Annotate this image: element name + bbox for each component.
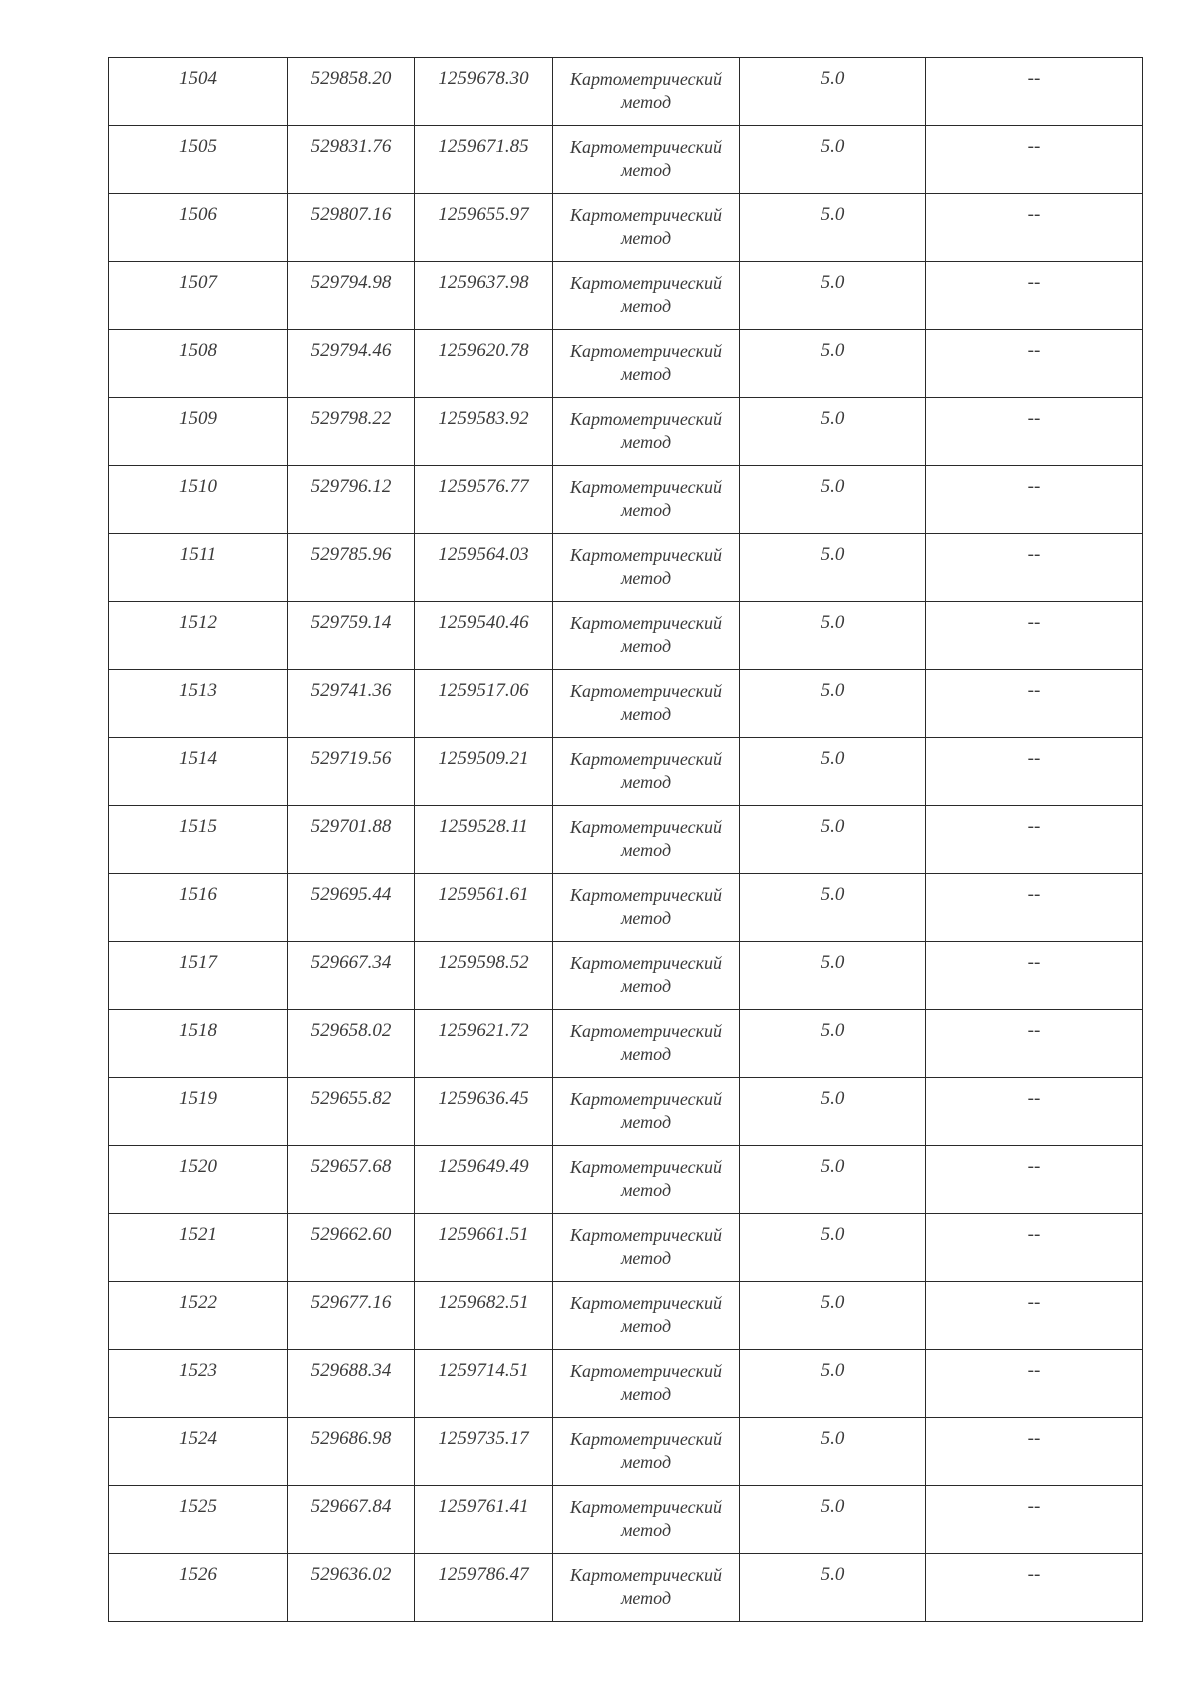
method-line-2: метод: [620, 432, 672, 452]
point-number-cell: 1525: [109, 1486, 288, 1554]
table-row: [109, 874, 1143, 942]
point-number-cell: 1518: [109, 1010, 288, 1078]
point-number-cell: 1513: [109, 670, 288, 738]
method-line-1: Картометрический: [569, 69, 722, 89]
table-row: [109, 1078, 1143, 1146]
accuracy-cell: 5.0: [740, 806, 926, 874]
x-coordinate-cell: 529831.76: [288, 126, 415, 194]
method-line-2: метод: [620, 840, 672, 860]
table-row: [109, 534, 1143, 602]
x-coordinate-cell: 529667.84: [288, 1486, 415, 1554]
method-line-1: Картометрический: [569, 1157, 722, 1177]
method-cell: [553, 466, 740, 534]
accuracy-cell: 5.0: [740, 1282, 926, 1350]
y-coordinate-cell: 1259517.06: [415, 670, 553, 738]
point-number-cell: 1516: [109, 874, 288, 942]
method-cell: [553, 262, 740, 330]
point-number-cell: 1515: [109, 806, 288, 874]
method-line-1: Картометрический: [569, 545, 722, 565]
x-coordinate-cell: 529655.82: [288, 1078, 415, 1146]
table-row: [109, 262, 1143, 330]
table-row: [109, 58, 1143, 126]
note-cell: --: [926, 1078, 1143, 1146]
accuracy-cell: 5.0: [740, 58, 926, 126]
method-cell: [553, 602, 740, 670]
note-cell: --: [926, 194, 1143, 262]
y-coordinate-cell: 1259598.52: [415, 942, 553, 1010]
accuracy-cell: 5.0: [740, 330, 926, 398]
method-line-2: метод: [620, 1316, 672, 1336]
method-cell: [553, 58, 740, 126]
accuracy-cell: 5.0: [740, 398, 926, 466]
note-cell: --: [926, 534, 1143, 602]
point-number-cell: 1520: [109, 1146, 288, 1214]
method-cell: [553, 1282, 740, 1350]
point-number-cell: 1519: [109, 1078, 288, 1146]
note-cell: --: [926, 398, 1143, 466]
table-row: [109, 1214, 1143, 1282]
method-cell: [553, 398, 740, 466]
note-cell: --: [926, 126, 1143, 194]
point-number-cell: 1506: [109, 194, 288, 262]
point-number-cell: 1517: [109, 942, 288, 1010]
accuracy-cell: 5.0: [740, 1010, 926, 1078]
y-coordinate-cell: 1259678.30: [415, 58, 553, 126]
coordinates-table-body: [109, 58, 1143, 1622]
point-number-cell: 1505: [109, 126, 288, 194]
point-number-cell: 1514: [109, 738, 288, 806]
method-cell: [553, 1486, 740, 1554]
note-cell: --: [926, 1282, 1143, 1350]
method-line-2: метод: [620, 228, 672, 248]
y-coordinate-cell: 1259714.51: [415, 1350, 553, 1418]
table-row: [109, 670, 1143, 738]
accuracy-cell: 5.0: [740, 1078, 926, 1146]
method-cell: [553, 738, 740, 806]
point-number-cell: 1509: [109, 398, 288, 466]
x-coordinate-cell: 529667.34: [288, 942, 415, 1010]
y-coordinate-cell: 1259649.49: [415, 1146, 553, 1214]
method-cell: [553, 1350, 740, 1418]
point-number-cell: 1507: [109, 262, 288, 330]
y-coordinate-cell: 1259528.11: [415, 806, 553, 874]
y-coordinate-cell: 1259636.45: [415, 1078, 553, 1146]
note-cell: --: [926, 1214, 1143, 1282]
method-line-2: метод: [620, 1384, 672, 1404]
accuracy-cell: 5.0: [740, 670, 926, 738]
y-coordinate-cell: 1259621.72: [415, 1010, 553, 1078]
x-coordinate-cell: 529677.16: [288, 1282, 415, 1350]
method-cell: [553, 670, 740, 738]
y-coordinate-cell: 1259583.92: [415, 398, 553, 466]
table-row: [109, 1418, 1143, 1486]
method-line-1: Картометрический: [569, 205, 722, 225]
x-coordinate-cell: 529658.02: [288, 1010, 415, 1078]
accuracy-cell: 5.0: [740, 194, 926, 262]
accuracy-cell: 5.0: [740, 1418, 926, 1486]
table-row: [109, 1350, 1143, 1418]
y-coordinate-cell: 1259540.46: [415, 602, 553, 670]
method-line-2: метод: [620, 568, 672, 588]
x-coordinate-cell: 529785.96: [288, 534, 415, 602]
note-cell: --: [926, 738, 1143, 806]
note-cell: --: [926, 330, 1143, 398]
method-line-1: Картометрический: [569, 817, 722, 837]
method-line-1: Картометрический: [569, 1497, 722, 1517]
accuracy-cell: 5.0: [740, 1214, 926, 1282]
note-cell: --: [926, 874, 1143, 942]
accuracy-cell: 5.0: [740, 942, 926, 1010]
method-line-1: Картометрический: [569, 1225, 722, 1245]
note-cell: --: [926, 806, 1143, 874]
table-row: [109, 466, 1143, 534]
note-cell: --: [926, 942, 1143, 1010]
x-coordinate-cell: 529858.20: [288, 58, 415, 126]
note-cell: --: [926, 670, 1143, 738]
method-line-1: Картометрический: [569, 273, 722, 293]
table-row: [109, 1010, 1143, 1078]
method-line-2: метод: [620, 296, 672, 316]
table-row: [109, 330, 1143, 398]
point-number-cell: 1526: [109, 1554, 288, 1622]
x-coordinate-cell: 529741.36: [288, 670, 415, 738]
method-cell: [553, 874, 740, 942]
note-cell: --: [926, 466, 1143, 534]
accuracy-cell: 5.0: [740, 738, 926, 806]
method-cell: [553, 1146, 740, 1214]
method-line-2: метод: [620, 1044, 672, 1064]
x-coordinate-cell: 529798.22: [288, 398, 415, 466]
method-line-2: метод: [620, 500, 672, 520]
accuracy-cell: 5.0: [740, 874, 926, 942]
table-row: [109, 126, 1143, 194]
method-line-2: метод: [620, 1248, 672, 1268]
point-number-cell: 1511: [109, 534, 288, 602]
y-coordinate-cell: 1259761.41: [415, 1486, 553, 1554]
table-row: [109, 738, 1143, 806]
method-cell: [553, 330, 740, 398]
method-line-1: Картометрический: [569, 953, 722, 973]
y-coordinate-cell: 1259620.78: [415, 330, 553, 398]
point-number-cell: 1521: [109, 1214, 288, 1282]
point-number-cell: 1522: [109, 1282, 288, 1350]
method-cell: [553, 1078, 740, 1146]
x-coordinate-cell: 529686.98: [288, 1418, 415, 1486]
method-cell: [553, 1554, 740, 1622]
y-coordinate-cell: 1259561.61: [415, 874, 553, 942]
method-line-2: метод: [620, 1452, 672, 1472]
y-coordinate-cell: 1259661.51: [415, 1214, 553, 1282]
accuracy-cell: 5.0: [740, 602, 926, 670]
method-line-2: метод: [620, 1112, 672, 1132]
point-number-cell: 1510: [109, 466, 288, 534]
table-row: [109, 602, 1143, 670]
x-coordinate-cell: 529796.12: [288, 466, 415, 534]
table-row: [109, 1486, 1143, 1554]
accuracy-cell: 5.0: [740, 126, 926, 194]
method-line-2: метод: [620, 160, 672, 180]
method-line-2: метод: [620, 1520, 672, 1540]
y-coordinate-cell: 1259509.21: [415, 738, 553, 806]
method-line-1: Картометрический: [569, 1429, 722, 1449]
method-line-1: Картометрический: [569, 681, 722, 701]
y-coordinate-cell: 1259735.17: [415, 1418, 553, 1486]
accuracy-cell: 5.0: [740, 1554, 926, 1622]
accuracy-cell: 5.0: [740, 1146, 926, 1214]
accuracy-cell: 5.0: [740, 534, 926, 602]
method-line-1: Картометрический: [569, 1021, 722, 1041]
method-line-1: Картометрический: [569, 341, 722, 361]
coordinates-table: [108, 57, 1143, 1622]
method-line-1: Картометрический: [569, 477, 722, 497]
x-coordinate-cell: 529701.88: [288, 806, 415, 874]
method-cell: [553, 534, 740, 602]
point-number-cell: 1524: [109, 1418, 288, 1486]
point-number-cell: 1523: [109, 1350, 288, 1418]
y-coordinate-cell: 1259564.03: [415, 534, 553, 602]
accuracy-cell: 5.0: [740, 466, 926, 534]
point-number-cell: 1512: [109, 602, 288, 670]
x-coordinate-cell: 529807.16: [288, 194, 415, 262]
method-line-2: метод: [620, 92, 672, 112]
table-row: [109, 806, 1143, 874]
method-line-1: Картометрический: [569, 885, 722, 905]
method-line-2: метод: [620, 704, 672, 724]
method-line-2: метод: [620, 772, 672, 792]
table-row: [109, 1282, 1143, 1350]
y-coordinate-cell: 1259682.51: [415, 1282, 553, 1350]
method-line-2: метод: [620, 364, 672, 384]
table-row: [109, 1554, 1143, 1622]
method-line-2: метод: [620, 976, 672, 996]
x-coordinate-cell: 529794.46: [288, 330, 415, 398]
method-line-2: метод: [620, 908, 672, 928]
method-line-1: Картометрический: [569, 1293, 722, 1313]
x-coordinate-cell: 529794.98: [288, 262, 415, 330]
y-coordinate-cell: 1259786.47: [415, 1554, 553, 1622]
method-line-1: Картометрический: [569, 409, 722, 429]
y-coordinate-cell: 1259576.77: [415, 466, 553, 534]
note-cell: --: [926, 1486, 1143, 1554]
note-cell: --: [926, 58, 1143, 126]
accuracy-cell: 5.0: [740, 262, 926, 330]
x-coordinate-cell: 529688.34: [288, 1350, 415, 1418]
note-cell: --: [926, 262, 1143, 330]
method-line-1: Картометрический: [569, 1565, 722, 1585]
method-cell: [553, 194, 740, 262]
note-cell: --: [926, 602, 1143, 670]
method-line-2: метод: [620, 636, 672, 656]
method-line-1: Картометрический: [569, 1089, 722, 1109]
note-cell: --: [926, 1350, 1143, 1418]
table-row: [109, 398, 1143, 466]
note-cell: --: [926, 1146, 1143, 1214]
method-line-1: Картометрический: [569, 1361, 722, 1381]
method-cell: [553, 1214, 740, 1282]
note-cell: --: [926, 1418, 1143, 1486]
table-row: [109, 1146, 1143, 1214]
accuracy-cell: 5.0: [740, 1486, 926, 1554]
y-coordinate-cell: 1259671.85: [415, 126, 553, 194]
x-coordinate-cell: 529695.44: [288, 874, 415, 942]
point-number-cell: 1504: [109, 58, 288, 126]
x-coordinate-cell: 529719.56: [288, 738, 415, 806]
method-cell: [553, 806, 740, 874]
table-row: [109, 942, 1143, 1010]
method-cell: [553, 126, 740, 194]
point-number-cell: 1508: [109, 330, 288, 398]
method-cell: [553, 1418, 740, 1486]
x-coordinate-cell: 529657.68: [288, 1146, 415, 1214]
method-line-1: Картометрический: [569, 613, 722, 633]
x-coordinate-cell: 529662.60: [288, 1214, 415, 1282]
method-line-2: метод: [620, 1180, 672, 1200]
x-coordinate-cell: 529759.14: [288, 602, 415, 670]
note-cell: --: [926, 1554, 1143, 1622]
accuracy-cell: 5.0: [740, 1350, 926, 1418]
table-row: [109, 194, 1143, 262]
x-coordinate-cell: 529636.02: [288, 1554, 415, 1622]
method-line-2: метод: [620, 1588, 672, 1608]
method-cell: [553, 942, 740, 1010]
note-cell: --: [926, 1010, 1143, 1078]
method-line-1: Картометрический: [569, 749, 722, 769]
method-line-1: Картометрический: [569, 137, 722, 157]
y-coordinate-cell: 1259637.98: [415, 262, 553, 330]
y-coordinate-cell: 1259655.97: [415, 194, 553, 262]
method-cell: [553, 1010, 740, 1078]
